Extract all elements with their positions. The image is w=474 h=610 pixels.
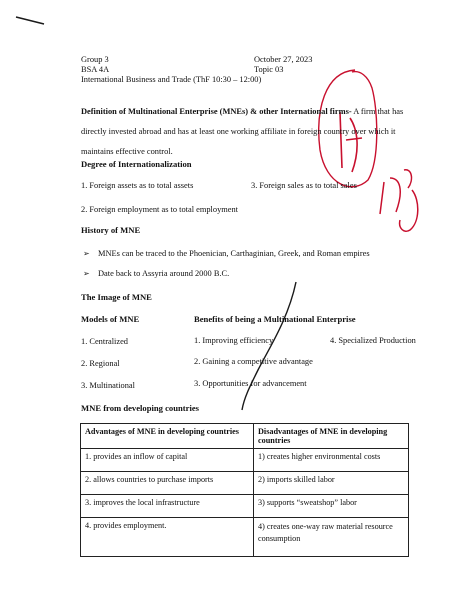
history-bullet-2: ➢ Date back to Assyria around 2000 B.C.: [83, 269, 230, 278]
arrow-bullet-icon: ➢: [83, 249, 90, 258]
definition-text: A firm that has directly invested abroad and has at least one working affiliate in foreign country over which it maintains effective control.: [81, 107, 404, 156]
table-row: [81, 518, 409, 557]
pen-stroke-top-left: [16, 17, 44, 24]
grade-tally-mark: [380, 170, 418, 231]
pen-slash: [242, 282, 296, 410]
definition-term: Definition of Multinational Enterprise (MNEs) & other International firms-: [81, 107, 352, 116]
degree-item-2: 2. Foreign employment as to total employment: [81, 205, 239, 214]
model-item: 3. Multinational: [81, 381, 135, 390]
table-row: [81, 472, 409, 495]
degree-item-1: 1. Foreign assets as to total assets: [81, 181, 194, 190]
model-item: 2. Regional: [81, 359, 120, 368]
benefit-item: 3. Opportunities for advancement: [194, 379, 307, 388]
column-header: Disadvantages of MNE in developing countries: [254, 424, 409, 449]
table-cell: 3. improves the local infrastructure: [81, 495, 254, 518]
table-cell: 1) creates higher environmental costs: [254, 449, 409, 472]
image-heading: The Image of MNE: [81, 292, 152, 302]
history-bullet-1: ➢ MNEs can be traced to the Phoenician, Carthaginian, Greek, and Roman empires: [83, 249, 370, 258]
table-cell: 3) supports “sweatshop” labor: [254, 495, 409, 518]
history-heading: History of MNE: [81, 225, 141, 235]
table-cell: 2) imports skilled labor: [254, 472, 409, 495]
date-label: October 27, 2023: [254, 55, 313, 64]
table-cell: 2. allows countries to purchase imports: [81, 472, 254, 495]
advantages-table: [80, 423, 409, 557]
models-heading: Models of MNE: [81, 314, 140, 324]
definition-paragraph: [81, 102, 411, 162]
table-row: [81, 495, 409, 518]
model-item: 1. Centralized: [81, 337, 128, 346]
benefit-item: 1. Improving efficiency: [194, 336, 274, 345]
degree-item-3: 3. Foreign sales as to total sales: [251, 181, 357, 190]
arrow-bullet-icon: ➢: [83, 269, 90, 278]
table-header-row: [81, 424, 409, 449]
table-cell: 4. provides employment.: [81, 518, 254, 557]
table-cell: 4) creates one-way raw material resource consumption: [254, 518, 409, 557]
table-row: [81, 449, 409, 472]
developing-heading: MNE from developing countries: [81, 403, 199, 413]
table-cell: 1. provides an inflow of capital: [81, 449, 254, 472]
topic-label: Topic 03: [254, 65, 284, 74]
benefit-item: 2. Gaining a competitive advantage: [194, 357, 313, 366]
course-label: International Business and Trade (ThF 10:30 – 12:00): [81, 75, 262, 84]
group-label: Group 3: [81, 55, 109, 64]
benefit-item: 4. Specialized Production: [330, 336, 416, 345]
section-label: BSA 4A: [81, 65, 110, 74]
column-header: Advantages of MNE in developing countries: [81, 424, 254, 449]
benefits-heading: Benefits of being a Multinational Enterprise: [194, 314, 356, 324]
degree-heading: Degree of Internationalization: [81, 159, 192, 169]
